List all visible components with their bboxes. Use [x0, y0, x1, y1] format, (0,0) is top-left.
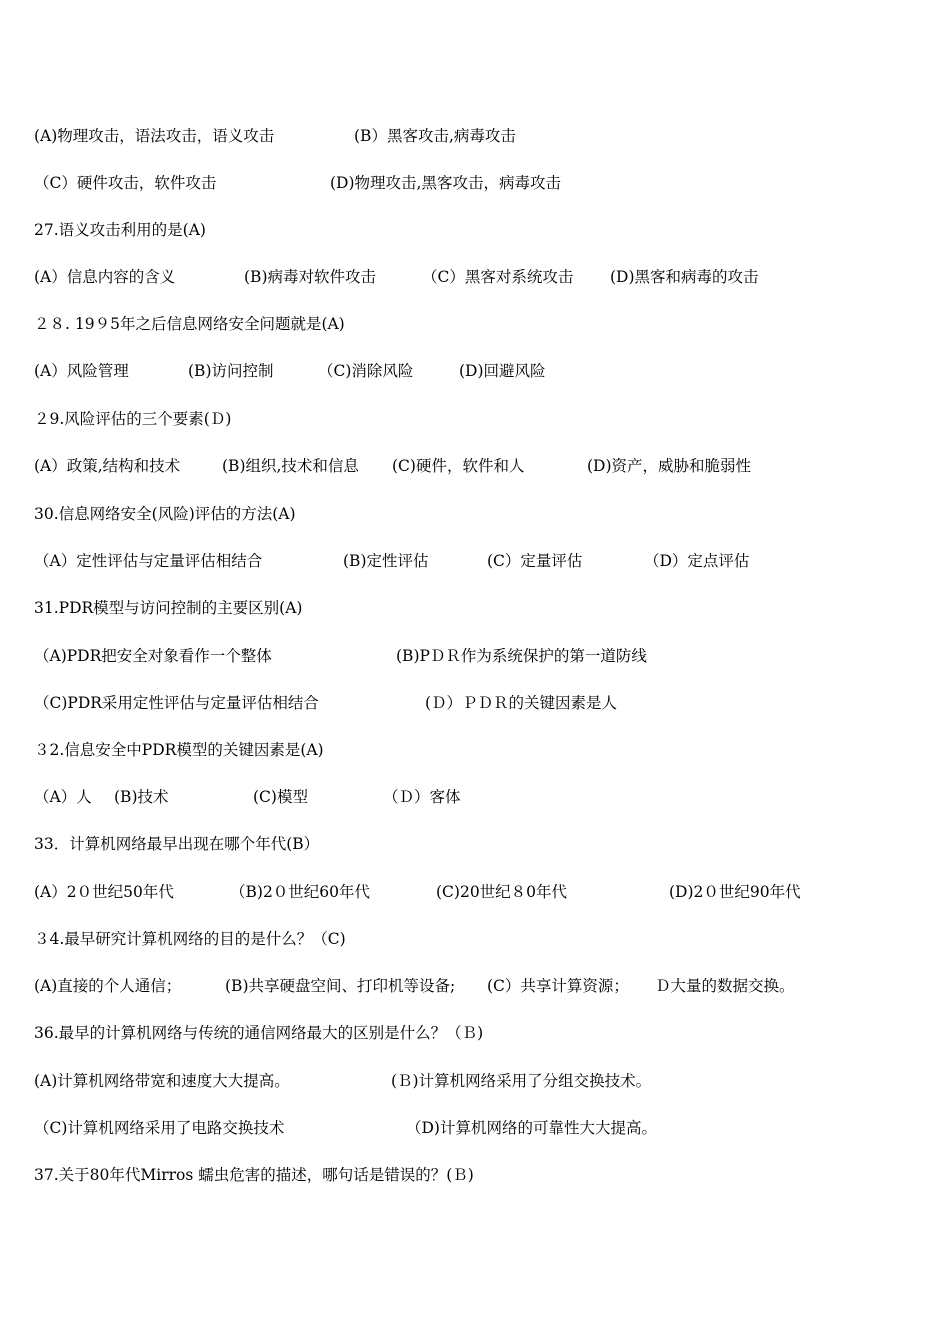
options-line-36a [34, 1069, 914, 1093]
question-30 [34, 502, 914, 526]
option-b: (B）黑客攻击,病毒攻击 [354, 127, 516, 145]
question-text: 36.最早的计算机网络与传统的通信网络最大的区别是什么？（Ｂ) [34, 1024, 484, 1042]
question-text: 37.关于80年代Mirros 蠕虫危害的描述，哪句话是错误的？(Ｂ) [34, 1166, 474, 1184]
option-d: （D)计算机网络的可靠性大大提高。 [406, 1119, 657, 1137]
option-c: （C）硬件攻击，软件攻击 [34, 174, 217, 192]
option-b: (B)PＤＲ作为系统保护的第一道防线 [396, 647, 647, 665]
option-c: （C)消除风险 [318, 362, 414, 380]
options-line-36b [34, 1116, 914, 1140]
question-27 [34, 218, 914, 242]
option-a: (A)直接的个人通信； [34, 977, 182, 995]
question-text: 33．计算机网络最早出现在哪个年代(B） [34, 835, 320, 853]
question-32 [34, 738, 914, 762]
options-line-26b [34, 171, 914, 195]
option-d: (D)物理攻击,黑客攻击，病毒攻击 [330, 174, 561, 192]
question-text: ３4.最早研究计算机网络的目的是什么？（C) [34, 930, 346, 948]
option-c: (C）共享计算资源； [487, 977, 629, 995]
options-line-33 [34, 880, 914, 904]
option-b: (B)组织,技术和信息 [222, 457, 359, 475]
option-b: (B)访问控制 [188, 362, 274, 380]
option-a: (A)物理攻击，语法攻击，语义攻击 [34, 127, 275, 145]
option-d: （Ｄ）客体 [383, 788, 461, 806]
question-text: 30.信息网络安全(风险)评估的方法(A) [34, 505, 296, 523]
option-d: Ｄ大量的数据交换。 [655, 977, 795, 995]
option-b: (B)共享硬盘空间、打印机等设备; [225, 977, 456, 995]
question-text: 31.PDR模型与访问控制的主要区别(A) [34, 599, 303, 617]
question-36 [34, 1021, 914, 1045]
option-c: （C）黑客对系统攻击 [422, 268, 574, 286]
option-d: (D)资产，威胁和脆弱性 [587, 457, 752, 475]
option-b: （B)2０世纪60年代 [230, 883, 371, 901]
option-a: （A）人 [34, 788, 92, 806]
question-text: 27.语义攻击利用的是(A) [34, 221, 206, 239]
question-text: ２9.风险评估的三个要素(Ｄ) [34, 410, 232, 428]
options-line-27 [34, 265, 914, 289]
option-c: (C)20世纪８0年代 [436, 883, 568, 901]
option-d: (Ｄ）ＰＤＲ的关键因素是人 [425, 694, 618, 712]
options-line-34 [34, 974, 914, 998]
option-a: （A)PDR把安全对象看作一个整体 [34, 647, 272, 665]
options-line-31a [34, 644, 914, 668]
question-31 [34, 596, 914, 620]
question-34 [34, 927, 914, 951]
option-a: (A）风险管理 [34, 362, 129, 380]
option-b: (B)病毒对软件攻击 [244, 268, 376, 286]
option-d: (D)黑客和病毒的攻击 [610, 268, 759, 286]
question-28 [34, 312, 914, 336]
option-c: (C）定量评估 [487, 552, 583, 570]
question-text: ２８. 19９5年之后信息网络安全问题就是(A) [34, 315, 345, 333]
option-c: (C)硬件，软件和人 [392, 457, 525, 475]
question-33 [34, 832, 914, 856]
options-line-32 [34, 785, 914, 809]
options-line-26 [34, 124, 914, 148]
option-a: （A）定性评估与定量评估相结合 [34, 552, 263, 570]
option-a: (A）信息内容的含义 [34, 268, 176, 286]
option-c: （C)计算机网络采用了电路交换技术 [34, 1119, 285, 1137]
option-d: (D)2０世纪90年代 [669, 883, 801, 901]
option-a: (A）政策,结构和技术 [34, 457, 181, 475]
options-line-29 [34, 454, 914, 478]
question-29 [34, 407, 914, 431]
options-line-31b [34, 691, 914, 715]
question-text: ３2.信息安全中PDR模型的关键因素是(A) [34, 741, 324, 759]
options-line-30 [34, 549, 914, 573]
options-line-28 [34, 359, 914, 383]
option-d: （D）定点评估 [644, 552, 750, 570]
option-b: (B)技术 [114, 788, 169, 806]
option-d: (D)回避风险 [459, 362, 546, 380]
option-c: (C)模型 [253, 788, 308, 806]
option-a: (A）2０世纪50年代 [34, 883, 174, 901]
option-a: (A)计算机网络带宽和速度大大提高。 [34, 1072, 290, 1090]
question-37 [34, 1163, 914, 1187]
option-b: (B)定性评估 [343, 552, 429, 570]
option-b: (Ｂ)计算机网络采用了分组交换技术。 [391, 1072, 652, 1090]
option-c: （C)PDR采用定性评估与定量评估相结合 [34, 694, 319, 712]
